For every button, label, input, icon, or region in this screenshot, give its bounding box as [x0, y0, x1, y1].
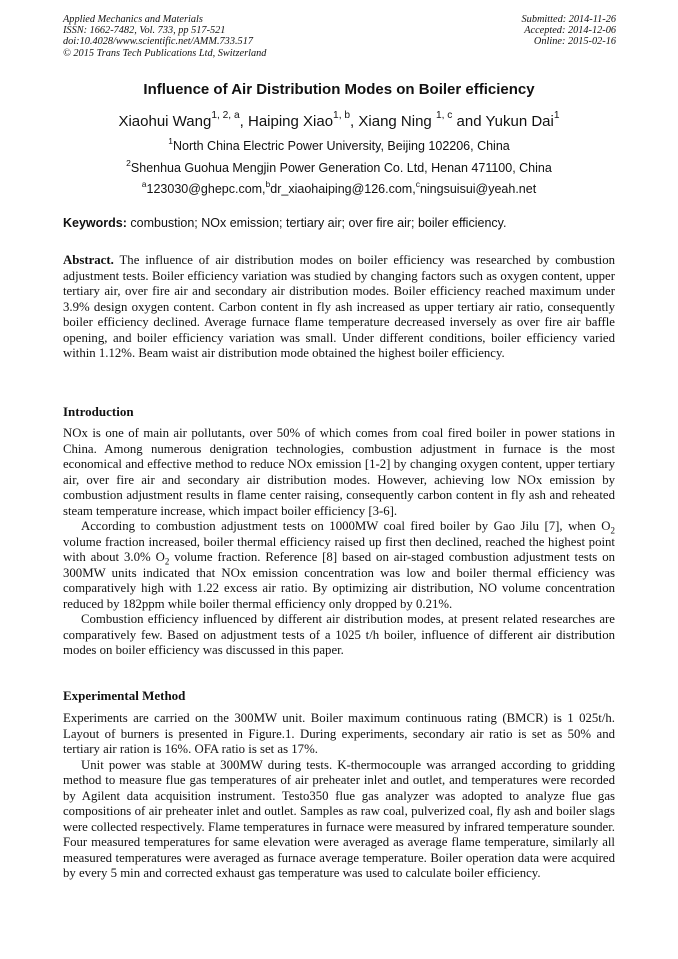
email-superscript: b [265, 178, 271, 189]
author-separator: , [350, 113, 359, 130]
keywords-text: combustion; NOx emission; tertiary air; over fire air; boiler efficiency. [126, 216, 507, 230]
dates-header [522, 14, 616, 48]
affiliation-2 [0, 157, 678, 175]
affiliation-superscript: 2 [126, 157, 131, 168]
paragraph-text: According to combustion adjustment tests on 1000MW coal fired boiler by Gao Jilu [7], when O [81, 519, 611, 533]
issn-line: ISSN: 1662-7482, Vol. 733, pp 517-521 [63, 25, 226, 37]
submitted-date: Submitted: 2014-11-26 [521, 14, 616, 25]
journal-name: Applied Mechanics and Materials [63, 14, 203, 25]
method-paragraph-1: Experiments are carried on the 300MW unit. Boiler maximum continuous rating (BMCR) is 1 025t/h. Layout of burners is presented in Figure.1. During experiments, secondary air ratio is set as 50% and tertiary air ration is 16%. OFA ratio is set as 17%. [63, 711, 615, 756]
keywords-label: Keywords: [63, 216, 127, 230]
email-line [0, 178, 678, 196]
author-superscript: 1, 2, a [211, 110, 240, 122]
doi-line[interactable]: doi:10.4028/www.scientific.net/AMM.733.517 [63, 36, 253, 48]
subscript: 2 [610, 525, 615, 536]
author-separator: and [452, 113, 486, 130]
author-name: Yukun Dai [485, 113, 554, 130]
abstract-label: Abstract. [63, 253, 114, 267]
accepted-date: Accepted: 2014-12-06 [524, 25, 616, 37]
subscript: 2 [164, 556, 170, 567]
email-superscript: c [415, 178, 420, 189]
method-paragraph-2: Unit power was stable at 300MW during tests. K-thermocouple was arranged according to gridding method to measure flue gas temperatures of air preheater inlet and outlet, and temperatures were recorded by Agilent data acquisition instrument. Testo350 flue gas analyzer was adopted to analyze flue gas compositions of air preheater inlet and outlet. Samples as raw coal, pulverized coal, fly ash and boiler slags were collected respectively. Flame temperatures in furnace were measured by infrared temperature sounder. Four measured temperatures for same elevation were averaged as average flame temperature, similarly all measured temperatures were averaged as furnace average temperature. Boiler operation data were acquired by every 5 min and corrected exhaust gas temperature was used to calculate boiler efficiency. [63, 757, 615, 880]
affiliation-superscript: 1 [168, 135, 173, 146]
email-c[interactable]: ningsuisui@yeah.net [419, 182, 537, 196]
paragraph-text: volume fraction. Reference [8] based on air-staged combustion adjustment tests on 300MW units indicated that NOx emission concentration was low and boiler thermal efficiency was comparatively high with 1.22 excess air ratio. By optimizing air distribution, NO volume concentration reduced by 182ppm while boiler thermal efficiency only dropped by 0.21%. [63, 550, 615, 611]
email-b[interactable]: dr_xiaohaiping@126.com, [270, 182, 416, 196]
introduction-body [63, 426, 615, 659]
affiliation-text: Shenhua Guohua Mengjin Power Generation Co. Ltd, Henan 471100, China [130, 161, 552, 175]
affiliation-text: North China Electric Power University, Beijing 102206, China [173, 139, 510, 153]
author-superscript: 1 [553, 110, 560, 122]
introduction-heading: Introduction [63, 404, 134, 419]
abstract [63, 253, 615, 362]
author-name: Haiping Xiao [247, 113, 334, 130]
method-body [63, 711, 615, 882]
author-separator: , [239, 113, 248, 130]
author-name: Xiang Ning [358, 113, 436, 130]
keywords [63, 216, 618, 230]
email-superscript: a [141, 178, 147, 189]
journal-header [63, 14, 266, 59]
author-superscript: 1, c [435, 110, 453, 122]
affiliation-1 [0, 135, 678, 153]
introduction-paragraph-2 [63, 519, 615, 612]
introduction-paragraph-1: NOx is one of main air pollutants, over 50% of which comes from coal fired boiler in power stations in China. Among numerous denigration technologies, combustion adjustment in furnace is the most economical and effective method to reduce NOx emission [1-2] by changing oxygen content, upper tertiary air, over fire air and secondary air distribution modes. However, achieving low NOx emission by combustion adjustment results in flame center raising, consequently carbon content in fly ash and reheated steam temperature increase, which impact boiler efficiency [3-6]. [63, 426, 615, 518]
abstract-text: The influence of air distribution modes on boiler efficiency was researched by combustion adjustment tests. Boiler efficiency variation was studied by changing factors such as oxygen content, upper tertiary air, over fire air and secondary air distribution modes. Boiler efficiency reached maximum under 3.9% design oxygen content. Carbon content in fly ash increased as upper tertiary air ratio, consequently boiler efficiency declined. Average furnace flame temperature decreased inversely as over fire air baffle opening, and boiler efficiency variation was small. Under different conditions, boiler efficiency varied within 1.12%. Beam waist air distribution mode obtained the highest boiler efficiency. [63, 253, 615, 360]
online-date: Online: 2015-02-16 [533, 36, 616, 48]
method-heading: Experimental Method [63, 688, 186, 703]
author-list [0, 110, 678, 130]
introduction-paragraph-3: Combustion efficiency influenced by different air distribution modes, at present related researches are comparatively few. Based on adjustment tests of a 1025 t/h boiler, influence of different air distribution modes on boiler efficiency was discussed in this paper. [63, 612, 615, 657]
paper-title: Influence of Air Distribution Modes on Boiler efficiency [143, 81, 535, 98]
author-name: Xiaohui Wang [118, 113, 212, 130]
author-superscript: 1, b [333, 110, 351, 122]
paragraph-text: volume fraction increased, boiler thermal efficiency raised up first then declined, reached the highest point with about 3.0% O [63, 534, 615, 564]
copyright-line: © 2015 Trans Tech Publications Ltd, Switzerland [63, 47, 267, 59]
email-a[interactable]: 123030@ghepc.com, [146, 182, 266, 196]
